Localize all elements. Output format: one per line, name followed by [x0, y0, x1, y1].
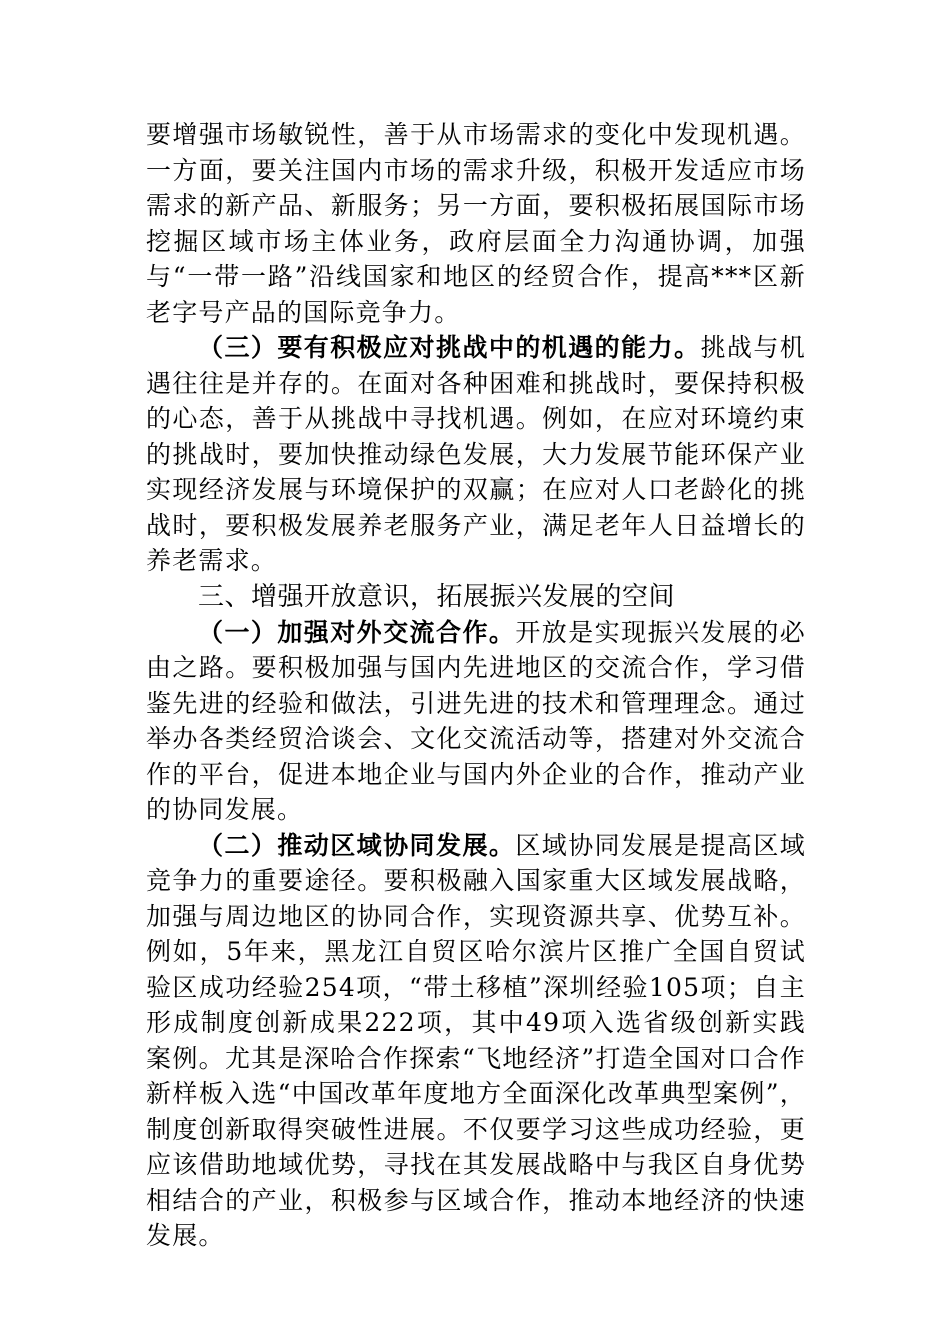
paragraph-lead-2: （二）推动区域协同发展。 — [198, 830, 516, 860]
document-page — [146, 117, 806, 1254]
paragraph-body: 挑战与机遇往往是并存的。在面对各种困难和挑战时，要保持积极的心态，善于从挑战中寻找机遇。例如，在应对环境约束的挑战时，要加快推动绿色发展，大力发展节能环保产业实现经济发展与环境保护的双赢；在应对人口老龄化的挑战时，要积极发展养老服务产业，满足老年人日益增长的养老需求。 — [146, 333, 806, 575]
paragraph-lead-3: （三）要有积极应对挑战中的机遇的能力。 — [198, 333, 701, 362]
section-heading-3: 三、增强开放意识，拓展振兴发展的空间 — [198, 581, 676, 612]
paragraph-lead-1: （一）加强对外交流合作。 — [198, 617, 516, 647]
paragraph-market-opportunity: 要增强市场敏锐性，善于从市场需求的变化中发现机遇。一方面，要关注国内市场的需求升级，积极开发适应市场需求的新产品、新服务；另一方面，要积极拓展国际市场挖掘区域市场主体业务，政府层面全力沟通协调，加强与“一带一路”沿线国家和地区的经贸合作，提高***区新老字号产品的国际竞争力。 — [146, 120, 806, 327]
paragraph-external-cooperation — [146, 615, 806, 828]
paragraph-regional-coordination — [146, 828, 806, 1254]
paragraph-body: 区域协同发展是提高区域竞争力的重要途径。要积极融入国家重大区域发展战略，加强与周边地区的协同合作，实现资源共享、优势互补。例如，5年来，黑龙江自贸区哈尔滨片区推广全国自贸试验区成功经验254项，“带土移植”深圳经验105项；自主形成制度创新成果222项，其中49项入选省级创新实践案例。尤其是深哈合作探索“飞地经济”打造全国对口合作新样板入选“中国改革年度地方全面深化改革典型案例”，制度创新取得突破性进展。不仅要学习这些成功经验，更应该借助地域优势，寻找在其发展战略中与我区自身优势相结合的产业，积极参与区域合作，推动本地经济的快速发展。 — [146, 830, 806, 1250]
paragraph-body: 开放是实现振兴发展的必由之路。要积极加强与国内先进地区的交流合作，学习借鉴先进的经验和做法，引进先进的技术和管理理念。通过举办各类经贸洽谈会、文化交流活动等，搭建对外交流合作的平台，促进本地企业与国内外企业的合作，推动产业的协同发展。 — [146, 617, 806, 824]
paragraph-challenge-opportunity — [146, 330, 806, 579]
